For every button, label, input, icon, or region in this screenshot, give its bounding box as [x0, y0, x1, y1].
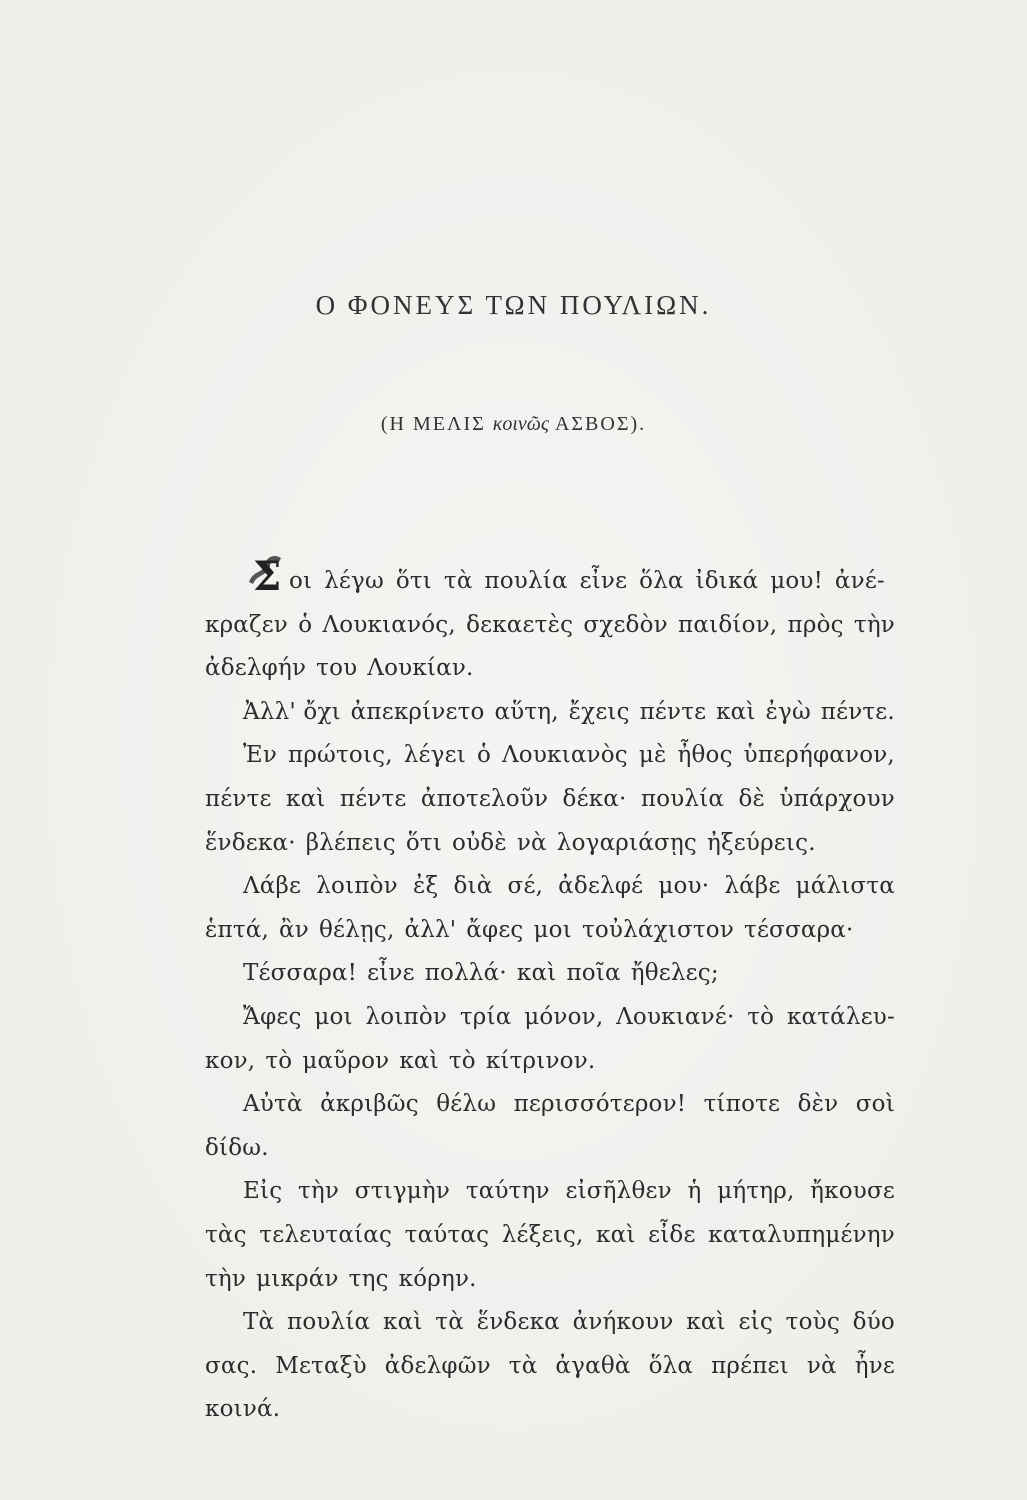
word: τὸ	[448, 1047, 476, 1074]
word: του	[316, 655, 358, 682]
word: ὅλα	[648, 1352, 694, 1379]
word: ἐγὼ	[765, 698, 811, 725]
word: δὲν	[797, 1091, 839, 1118]
word: καὶ	[399, 1047, 439, 1074]
word: τὰ	[508, 1352, 538, 1379]
word: πέντε	[339, 785, 407, 812]
word: ἰδικά	[695, 568, 759, 594]
word: ἤθελες;	[630, 960, 719, 987]
word: μου!	[770, 568, 824, 594]
body-text	[205, 553, 895, 1432]
text-line	[205, 996, 895, 1040]
word: δεκαετὲς	[466, 611, 574, 638]
word: δύο	[852, 1309, 895, 1336]
word: παιδίον,	[678, 611, 778, 638]
word: Αὐτὰ	[243, 1091, 303, 1118]
text-line	[205, 865, 895, 909]
word: θέλω	[436, 1091, 497, 1118]
word: καὶ	[596, 1221, 636, 1248]
text-line	[205, 1083, 895, 1127]
word: σχεδὸν	[583, 611, 668, 638]
word: ἀπεκρίνετο	[350, 698, 485, 725]
word: ἄφες	[466, 916, 524, 943]
word: ἀνήκουν	[572, 1309, 674, 1336]
word: δέκα·	[562, 785, 627, 812]
subtitle-close: ΑΣΒΟΣ).	[554, 413, 647, 435]
word: ἀνέ-	[834, 568, 885, 594]
dropcap-letter: Σ	[253, 553, 282, 594]
word: τὴν	[853, 611, 895, 638]
ornamental-dropcap-icon	[243, 550, 287, 594]
word: μοι	[314, 1003, 353, 1030]
word: εἶδε	[648, 1221, 696, 1248]
word: ἡ	[687, 1178, 702, 1205]
word: Τὰ	[243, 1309, 275, 1336]
word: Ἀλλ' ὄχι	[243, 698, 341, 725]
word: ἦθος	[677, 742, 733, 769]
word: μάλιστα	[795, 873, 895, 900]
word: κίτρινον.	[485, 1047, 596, 1074]
word: ἀκριβῶς	[320, 1091, 419, 1118]
word: εἰσῆλθεν	[565, 1178, 672, 1205]
word: τελευταίας	[259, 1221, 393, 1248]
word: Λουκιανός,	[322, 611, 456, 638]
word: καὶ	[716, 698, 756, 725]
word: πουλία	[640, 785, 725, 812]
word: μαῦρον	[302, 1047, 390, 1074]
chapter-title: Ο ΦΟΝΕΥΣ ΤΩΝ ΠΟΥΛΙΩΝ.	[315, 290, 712, 320]
word: τὴν	[205, 1265, 247, 1292]
word: πέντε.	[820, 698, 895, 725]
word: μικράν	[256, 1265, 339, 1292]
word: λογαριάσῃς	[556, 829, 697, 856]
word: καὶ	[383, 1309, 423, 1336]
word: τὰς	[205, 1221, 247, 1248]
word: πρέπει	[711, 1352, 789, 1379]
word: τὸ	[265, 1047, 293, 1074]
subtitle-open: (Η ΜΕΛΙΣ	[380, 413, 486, 435]
word: Εἰς	[243, 1178, 283, 1205]
word: εἶνε	[367, 960, 415, 987]
word: βλέπεις	[305, 829, 396, 856]
word: οὐδὲ	[452, 829, 507, 856]
word: ἀγαθὰ	[555, 1352, 631, 1379]
word: Λάβε	[243, 873, 302, 900]
word: διὰ	[453, 873, 493, 900]
word: μόνον,	[524, 1003, 604, 1030]
word: πέντε	[639, 698, 707, 725]
word: δίδω.	[205, 1134, 269, 1161]
text-line	[205, 734, 895, 778]
word: ταύτας	[404, 1221, 490, 1248]
word: Μεταξὺ	[275, 1352, 367, 1379]
word: ἑπτά,	[205, 916, 270, 943]
word: πουλία	[287, 1309, 371, 1336]
word: ὁ	[298, 611, 313, 638]
word: τοὐλάχιστον	[581, 916, 735, 943]
word: πέντε	[205, 785, 272, 812]
word: πολλά·	[424, 960, 507, 987]
word: περισσότερον!	[513, 1091, 687, 1118]
text-line	[205, 1127, 895, 1171]
word: τέσσαρα·	[744, 916, 854, 943]
word: Ἄφες	[243, 1003, 302, 1030]
word: κραζεν	[205, 611, 288, 638]
word: τὴν	[298, 1178, 340, 1205]
word: ἀδελφῶν	[384, 1352, 491, 1379]
word: τρία	[459, 1003, 512, 1030]
word: πρὸς	[787, 611, 844, 638]
word: λέγω	[324, 568, 384, 594]
word: θέλῃς,	[318, 916, 395, 943]
text-line	[205, 604, 895, 648]
word: αὕτη,	[494, 698, 559, 725]
word: καὶ	[686, 1309, 726, 1336]
word: τίποτε	[703, 1091, 781, 1118]
word: σέ,	[507, 873, 544, 900]
word: δὲ	[738, 785, 766, 812]
word: ὅτι	[405, 829, 443, 856]
word: ἐξ	[412, 873, 439, 900]
text-line	[205, 778, 895, 822]
word: λέξεις,	[501, 1221, 584, 1248]
word: ποῖα	[566, 960, 621, 987]
text-line	[205, 691, 895, 735]
word: λοιπὸν	[365, 1003, 448, 1030]
word: οι	[289, 568, 313, 594]
word: κατάλευ-	[786, 1003, 895, 1030]
word: ἦνε	[854, 1352, 895, 1379]
word: καὶ	[286, 785, 326, 812]
text-line	[205, 1345, 895, 1389]
word: ἠξεύρεις.	[706, 829, 816, 856]
word: κον,	[205, 1047, 256, 1074]
word: λέγει	[403, 742, 466, 769]
word: μήτηρ,	[717, 1178, 795, 1205]
word: ὑπάρχουν	[779, 785, 895, 812]
word: ἀδελφήν	[205, 655, 307, 682]
word: τὰ	[443, 568, 473, 594]
word: σας.	[205, 1352, 258, 1379]
text-line	[205, 1388, 895, 1432]
word: κοινά.	[205, 1396, 281, 1423]
word: Ἐν	[243, 742, 278, 769]
word: ὅλα	[639, 568, 684, 594]
word: ἀλλ'	[404, 916, 457, 943]
text-line	[205, 1170, 895, 1214]
word: λάβε	[724, 873, 781, 900]
word: Λουκιανὸς	[501, 742, 628, 769]
text-line	[205, 909, 895, 953]
word: ὑπερήφανον,	[743, 742, 895, 769]
word: τοὺς	[785, 1309, 840, 1336]
word: πρώτοις,	[288, 742, 393, 769]
word: μου·	[658, 873, 710, 900]
text-line	[205, 1301, 895, 1345]
word: σοὶ	[855, 1091, 895, 1118]
text-line	[205, 1214, 895, 1258]
word: καταλυπημένην	[708, 1221, 895, 1248]
word: τὸ	[747, 1003, 775, 1030]
word: πουλία	[484, 568, 568, 594]
word: κόρην.	[398, 1265, 477, 1292]
chapter-subtitle	[0, 413, 1027, 436]
word: ταύτην	[465, 1178, 550, 1205]
word: Λουκιανέ·	[616, 1003, 735, 1030]
word: ἕνδεκα·	[205, 829, 296, 856]
text-line	[205, 822, 895, 866]
text-line	[205, 1040, 895, 1084]
word: ἀποτελοῦν	[420, 785, 549, 812]
word: μοι	[533, 916, 572, 943]
word: ἀδελφέ	[558, 873, 644, 900]
word: τὰ	[435, 1309, 464, 1336]
word: λοιπὸν	[316, 873, 398, 900]
text-line	[205, 1258, 895, 1302]
text-line	[205, 553, 895, 604]
word: ὁ	[476, 742, 491, 769]
word: ἤκουσε	[810, 1178, 895, 1205]
subtitle-mid: κοινῶς	[492, 413, 550, 435]
word: εἰς	[738, 1309, 773, 1336]
word: νὰ	[516, 829, 547, 856]
text-line	[205, 952, 895, 996]
word: Λουκίαν.	[367, 655, 474, 682]
word: εἶνε	[579, 568, 628, 594]
word: καὶ	[516, 960, 557, 987]
word: της	[348, 1265, 389, 1292]
word: ἔχεις	[568, 698, 630, 725]
word: ἕνδεκα	[476, 1309, 560, 1336]
word: μὲ	[638, 742, 667, 769]
word: Τέσσαρα!	[243, 960, 358, 987]
word: ἂν	[279, 916, 309, 943]
word: νὰ	[806, 1352, 837, 1379]
text-line	[205, 647, 895, 691]
word: στιγμὴν	[354, 1178, 451, 1205]
word: ὅτι	[395, 568, 433, 594]
